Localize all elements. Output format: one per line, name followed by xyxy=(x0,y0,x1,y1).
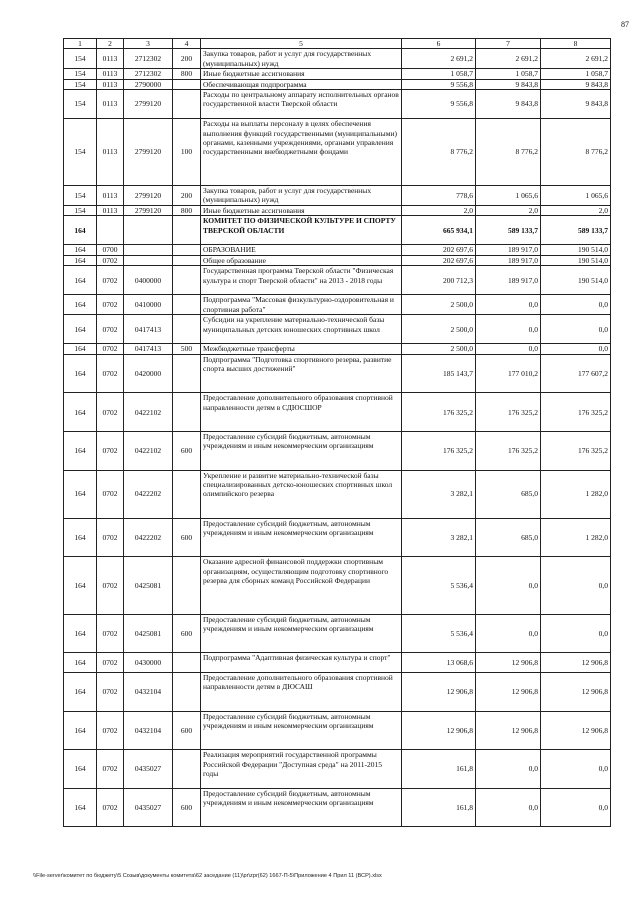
section-code-cell: 0702 xyxy=(97,557,124,614)
description-cell: Предоставление субсидий бюджетным, автономным учреждениям и иным некоммерческим организациям xyxy=(201,432,402,471)
amount-year3-cell: 190 514,0 xyxy=(541,266,611,295)
amount-year2-cell: 189 917,0 xyxy=(476,245,541,255)
expense-type-cell: 600 xyxy=(173,518,201,557)
amount-year1-cell: 2,0 xyxy=(402,205,476,215)
description-cell: Закупка товаров, работ и услуг для государственных (муниципальных) нужд xyxy=(201,186,402,206)
target-article-cell: 0422102 xyxy=(124,393,173,432)
description-cell: Субсидии на укрепление материально-технической базы муниципальных детских юношеских спортивных школ xyxy=(201,315,402,344)
row-code-cell: 154 xyxy=(64,49,97,69)
description-cell: Общее образование xyxy=(201,255,402,265)
description-cell: Закупка товаров, работ и услуг для государственных (муниципальных) нужд xyxy=(201,49,402,69)
target-article-cell: 0430000 xyxy=(124,653,173,673)
section-code-cell: 0113 xyxy=(97,69,124,79)
amount-year1-cell: 176 325,2 xyxy=(402,393,476,432)
amount-year3-cell: 1 058,7 xyxy=(541,69,611,79)
row-code-cell: 154 xyxy=(64,186,97,206)
expense-type-cell: 500 xyxy=(173,344,201,354)
description-cell: КОМИТЕТ ПО ФИЗИЧЕСКОЙ КУЛЬТУРЕ И СПОРТУ ТВЕРСКОЙ ОБЛАСТИ xyxy=(201,216,402,245)
section-code-cell: 0702 xyxy=(97,315,124,344)
amount-year3-cell: 9 843,8 xyxy=(541,79,611,89)
expense-type-cell xyxy=(173,255,201,265)
amount-year1-cell: 202 697,6 xyxy=(402,255,476,265)
amount-year3-cell: 12 906,8 xyxy=(541,711,611,750)
amount-year3-cell: 0,0 xyxy=(541,557,611,614)
table-row xyxy=(64,393,611,432)
section-code-cell: 0702 xyxy=(97,344,124,354)
target-article-cell: 0425081 xyxy=(124,557,173,614)
row-code-cell: 154 xyxy=(64,69,97,79)
row-code-cell: 164 xyxy=(64,344,97,354)
table-row xyxy=(64,518,611,557)
section-code-cell: 0702 xyxy=(97,470,124,518)
row-code-cell: 164 xyxy=(64,432,97,471)
amount-year1-cell: 8 776,2 xyxy=(402,119,476,186)
amount-year1-cell: 3 282,1 xyxy=(402,470,476,518)
amount-year1-cell: 200 712,3 xyxy=(402,266,476,295)
expense-type-cell xyxy=(173,90,201,119)
description-cell: ОБРАЗОВАНИЕ xyxy=(201,245,402,255)
amount-year3-cell: 0,0 xyxy=(541,295,611,315)
expense-type-cell: 600 xyxy=(173,432,201,471)
target-article-cell: 0420000 xyxy=(124,354,173,393)
header-cell-1: 1 xyxy=(64,39,97,49)
target-article-cell: 2790000 xyxy=(124,79,173,89)
amount-year2-cell: 12 906,8 xyxy=(476,672,541,711)
amount-year3-cell: 0,0 xyxy=(541,344,611,354)
amount-year2-cell: 0,0 xyxy=(476,788,541,827)
table-row xyxy=(64,245,611,255)
amount-year3-cell: 1 065,6 xyxy=(541,186,611,206)
footer-file-path: \\File-server\комитет по бюджету\5 Созыв\документы комитета\62 заседание (11)\pr\zpr(62) 1667-П-5\Приложение 4 Прил 11 (ВСР).xlsx xyxy=(33,873,382,879)
amount-year2-cell: 189 917,0 xyxy=(476,266,541,295)
target-article-cell: 2799120 xyxy=(124,205,173,215)
amount-year2-cell: 176 325,2 xyxy=(476,432,541,471)
header-cell-4: 4 xyxy=(173,39,201,49)
target-article-cell: 0432104 xyxy=(124,711,173,750)
amount-year2-cell: 1 065,6 xyxy=(476,186,541,206)
amount-year2-cell: 8 776,2 xyxy=(476,119,541,186)
header-row xyxy=(64,39,611,49)
description-cell: Расходы на выплаты персоналу в целях обеспечения выполнения функций государственными (муниципальными) органами, казенными учреждениями, органами управления государственными внебюджетными фондами xyxy=(201,119,402,186)
row-code-cell: 164 xyxy=(64,393,97,432)
expense-type-cell xyxy=(173,295,201,315)
target-article-cell: 0422202 xyxy=(124,518,173,557)
expense-type-cell xyxy=(173,216,201,245)
amount-year1-cell: 2 500,0 xyxy=(402,344,476,354)
row-code-cell: 164 xyxy=(64,711,97,750)
description-cell: Межбюджетные трансферты xyxy=(201,344,402,354)
row-code-cell: 164 xyxy=(64,750,97,789)
section-code-cell: 0702 xyxy=(97,255,124,265)
expense-type-cell: 600 xyxy=(173,711,201,750)
amount-year2-cell: 9 843,8 xyxy=(476,90,541,119)
amount-year3-cell: 2 691,2 xyxy=(541,49,611,69)
amount-year2-cell: 0,0 xyxy=(476,315,541,344)
target-article-cell: 0435027 xyxy=(124,750,173,789)
row-code-cell: 164 xyxy=(64,614,97,653)
amount-year2-cell: 685,0 xyxy=(476,470,541,518)
amount-year1-cell: 185 143,7 xyxy=(402,354,476,393)
amount-year1-cell: 2 691,2 xyxy=(402,49,476,69)
amount-year2-cell: 12 906,8 xyxy=(476,711,541,750)
row-code-cell: 154 xyxy=(64,90,97,119)
row-code-cell: 164 xyxy=(64,470,97,518)
header-cell-7: 7 xyxy=(476,39,541,49)
amount-year2-cell: 9 843,8 xyxy=(476,79,541,89)
table-row xyxy=(64,255,611,265)
budget-table xyxy=(63,38,611,827)
target-article-cell: 2799120 xyxy=(124,119,173,186)
table-row xyxy=(64,119,611,186)
amount-year3-cell: 176 325,2 xyxy=(541,393,611,432)
row-code-cell: 164 xyxy=(64,672,97,711)
table-row xyxy=(64,315,611,344)
table-row xyxy=(64,344,611,354)
row-code-cell: 154 xyxy=(64,205,97,215)
table-row xyxy=(64,750,611,789)
target-article-cell: 0410000 xyxy=(124,295,173,315)
row-code-cell: 164 xyxy=(64,354,97,393)
section-code-cell: 0113 xyxy=(97,79,124,89)
description-cell: Расходы по центральному аппарату исполнительных органов государственной власти Тверской области xyxy=(201,90,402,119)
amount-year3-cell: 12 906,8 xyxy=(541,672,611,711)
amount-year3-cell: 12 906,8 xyxy=(541,653,611,673)
header-cell-5: 5 xyxy=(201,39,402,49)
row-code-cell: 164 xyxy=(64,518,97,557)
amount-year3-cell: 0,0 xyxy=(541,614,611,653)
row-code-cell: 164 xyxy=(64,295,97,315)
section-code-cell: 0702 xyxy=(97,354,124,393)
amount-year1-cell: 5 536,4 xyxy=(402,557,476,614)
description-cell: Иные бюджетные ассигнования xyxy=(201,69,402,79)
amount-year3-cell: 9 843,8 xyxy=(541,90,611,119)
expense-type-cell xyxy=(173,315,201,344)
amount-year2-cell: 176 325,2 xyxy=(476,393,541,432)
amount-year1-cell: 665 934,1 xyxy=(402,216,476,245)
header-cell-3: 3 xyxy=(124,39,173,49)
amount-year2-cell: 177 010,2 xyxy=(476,354,541,393)
header-cell-2: 2 xyxy=(97,39,124,49)
section-code-cell: 0113 xyxy=(97,205,124,215)
expense-type-cell xyxy=(173,245,201,255)
amount-year2-cell: 2 691,2 xyxy=(476,49,541,69)
table-row xyxy=(64,354,611,393)
amount-year3-cell: 190 514,0 xyxy=(541,245,611,255)
section-code-cell: 0702 xyxy=(97,672,124,711)
expense-type-cell xyxy=(173,393,201,432)
table-row xyxy=(64,653,611,673)
expense-type-cell xyxy=(173,79,201,89)
target-article-cell xyxy=(124,216,173,245)
section-code-cell: 0702 xyxy=(97,788,124,827)
description-cell: Предоставление дополнительного образования спортивной направленности детям в СДЮСШОР xyxy=(201,393,402,432)
expense-type-cell xyxy=(173,653,201,673)
target-article-cell: 2712302 xyxy=(124,49,173,69)
target-article-cell: 0432104 xyxy=(124,672,173,711)
section-code-cell: 0702 xyxy=(97,266,124,295)
description-cell: Государственная программа Тверской области "Физическая культура и спорт Тверской области" на 2013 - 2018 годы xyxy=(201,266,402,295)
table-row xyxy=(64,79,611,89)
row-code-cell: 164 xyxy=(64,245,97,255)
amount-year1-cell: 13 068,6 xyxy=(402,653,476,673)
description-cell: Подпрограмма "Подготовка спортивного резерва, развитие спорта высших достижений" xyxy=(201,354,402,393)
description-cell: Укрепление и развитие материально-технической базы специализированных детско-юношеских спортивных школ олимпийского резерва xyxy=(201,470,402,518)
amount-year2-cell: 0,0 xyxy=(476,344,541,354)
expense-type-cell: 200 xyxy=(173,186,201,206)
section-code-cell: 0702 xyxy=(97,711,124,750)
amount-year2-cell: 589 133,7 xyxy=(476,216,541,245)
table-body xyxy=(64,49,611,827)
expense-type-cell: 800 xyxy=(173,69,201,79)
target-article-cell: 0417413 xyxy=(124,315,173,344)
expense-type-cell: 600 xyxy=(173,614,201,653)
target-article-cell xyxy=(124,255,173,265)
amount-year1-cell: 5 536,4 xyxy=(402,614,476,653)
header-cell-6: 6 xyxy=(402,39,476,49)
amount-year1-cell: 12 906,8 xyxy=(402,672,476,711)
expense-type-cell: 200 xyxy=(173,49,201,69)
amount-year3-cell: 1 282,0 xyxy=(541,518,611,557)
row-code-cell: 154 xyxy=(64,79,97,89)
amount-year3-cell: 589 133,7 xyxy=(541,216,611,245)
expense-type-cell: 100 xyxy=(173,119,201,186)
target-article-cell: 0422102 xyxy=(124,432,173,471)
amount-year2-cell: 0,0 xyxy=(476,557,541,614)
amount-year2-cell: 12 906,8 xyxy=(476,653,541,673)
target-article-cell: 0425081 xyxy=(124,614,173,653)
description-cell: Предоставление субсидий бюджетным, автономным учреждениям и иным некоммерческим организациям xyxy=(201,518,402,557)
section-code-cell: 0113 xyxy=(97,119,124,186)
section-code-cell: 0702 xyxy=(97,518,124,557)
budget-table-container xyxy=(63,38,610,827)
description-cell: Реализация мероприятий государственной программы Российской Федерации "Доступная среда" на 2011-2015 годы xyxy=(201,750,402,789)
section-code-cell: 0702 xyxy=(97,750,124,789)
amount-year3-cell: 1 282,0 xyxy=(541,470,611,518)
amount-year1-cell: 161,8 xyxy=(402,750,476,789)
table-row xyxy=(64,614,611,653)
table-row xyxy=(64,205,611,215)
table-row xyxy=(64,266,611,295)
section-code-cell: 0700 xyxy=(97,245,124,255)
amount-year1-cell: 176 325,2 xyxy=(402,432,476,471)
amount-year2-cell: 0,0 xyxy=(476,614,541,653)
target-article-cell: 2712302 xyxy=(124,69,173,79)
section-code-cell: 0702 xyxy=(97,432,124,471)
amount-year1-cell: 202 697,6 xyxy=(402,245,476,255)
expense-type-cell xyxy=(173,354,201,393)
target-article-cell: 0417413 xyxy=(124,344,173,354)
table-row xyxy=(64,557,611,614)
table-row xyxy=(64,672,611,711)
section-code-cell: 0702 xyxy=(97,393,124,432)
amount-year3-cell: 2,0 xyxy=(541,205,611,215)
description-cell: Подпрограмма "Массовая физкультурно-оздоровительная и спортивная работа" xyxy=(201,295,402,315)
amount-year1-cell: 2 500,0 xyxy=(402,315,476,344)
table-row xyxy=(64,788,611,827)
description-cell: Обеспечивающая подпрограмма xyxy=(201,79,402,89)
description-cell: Подпрограмма "Адаптивная физическая культура и спорт" xyxy=(201,653,402,673)
target-article-cell: 2799120 xyxy=(124,186,173,206)
row-code-cell: 164 xyxy=(64,315,97,344)
header-cell-8: 8 xyxy=(541,39,611,49)
description-cell: Иные бюджетные ассигнования xyxy=(201,205,402,215)
target-article-cell: 0422202 xyxy=(124,470,173,518)
section-code-cell: 0702 xyxy=(97,295,124,315)
expense-type-cell xyxy=(173,750,201,789)
table-row xyxy=(64,90,611,119)
amount-year3-cell: 177 607,2 xyxy=(541,354,611,393)
amount-year2-cell: 189 917,0 xyxy=(476,255,541,265)
amount-year1-cell: 2 500,0 xyxy=(402,295,476,315)
target-article-cell: 0435027 xyxy=(124,788,173,827)
amount-year1-cell: 1 058,7 xyxy=(402,69,476,79)
amount-year3-cell: 190 514,0 xyxy=(541,255,611,265)
row-code-cell: 164 xyxy=(64,557,97,614)
table-row xyxy=(64,49,611,69)
expense-type-cell xyxy=(173,672,201,711)
description-cell: Предоставление субсидий бюджетным, автономным учреждениям и иным некоммерческим организациям xyxy=(201,788,402,827)
section-code-cell xyxy=(97,216,124,245)
expense-type-cell xyxy=(173,266,201,295)
row-code-cell: 164 xyxy=(64,266,97,295)
section-code-cell: 0113 xyxy=(97,90,124,119)
table-row xyxy=(64,470,611,518)
section-code-cell: 0702 xyxy=(97,653,124,673)
amount-year1-cell: 3 282,1 xyxy=(402,518,476,557)
amount-year2-cell: 0,0 xyxy=(476,295,541,315)
amount-year3-cell: 0,0 xyxy=(541,315,611,344)
section-code-cell: 0113 xyxy=(97,49,124,69)
amount-year2-cell: 1 058,7 xyxy=(476,69,541,79)
amount-year1-cell: 9 556,8 xyxy=(402,79,476,89)
description-cell: Предоставление дополнительного образования спортивной направленности детям в ДЮСАШ xyxy=(201,672,402,711)
expense-type-cell xyxy=(173,557,201,614)
target-article-cell: 0400000 xyxy=(124,266,173,295)
row-code-cell: 154 xyxy=(64,119,97,186)
table-row xyxy=(64,711,611,750)
amount-year3-cell: 0,0 xyxy=(541,750,611,789)
description-cell: Предоставление субсидий бюджетным, автономным учреждениям и иным некоммерческим организациям xyxy=(201,614,402,653)
amount-year1-cell: 9 556,8 xyxy=(402,90,476,119)
amount-year1-cell: 778,6 xyxy=(402,186,476,206)
expense-type-cell: 600 xyxy=(173,788,201,827)
expense-type-cell: 800 xyxy=(173,205,201,215)
row-code-cell: 164 xyxy=(64,255,97,265)
amount-year3-cell: 176 325,2 xyxy=(541,432,611,471)
target-article-cell: 2799120 xyxy=(124,90,173,119)
description-cell: Оказание адресной финансовой поддержки спортивным организациям, осуществляющим подготовку спортивного резерва для сборных команд Российской Федерации xyxy=(201,557,402,614)
row-code-cell: 164 xyxy=(64,653,97,673)
row-code-cell: 164 xyxy=(64,788,97,827)
section-code-cell: 0702 xyxy=(97,614,124,653)
table-row xyxy=(64,186,611,206)
target-article-cell xyxy=(124,245,173,255)
amount-year2-cell: 685,0 xyxy=(476,518,541,557)
amount-year3-cell: 0,0 xyxy=(541,788,611,827)
amount-year2-cell: 0,0 xyxy=(476,750,541,789)
amount-year1-cell: 161,8 xyxy=(402,788,476,827)
amount-year1-cell: 12 906,8 xyxy=(402,711,476,750)
table-row xyxy=(64,295,611,315)
amount-year3-cell: 8 776,2 xyxy=(541,119,611,186)
section-code-cell: 0113 xyxy=(97,186,124,206)
expense-type-cell xyxy=(173,470,201,518)
row-code-cell: 164 xyxy=(64,216,97,245)
table-row xyxy=(64,216,611,245)
page-number: 87 xyxy=(621,20,629,29)
amount-year2-cell: 2,0 xyxy=(476,205,541,215)
table-row xyxy=(64,69,611,79)
description-cell: Предоставление субсидий бюджетным, автономным учреждениям и иным некоммерческим организациям xyxy=(201,711,402,750)
table-row xyxy=(64,432,611,471)
